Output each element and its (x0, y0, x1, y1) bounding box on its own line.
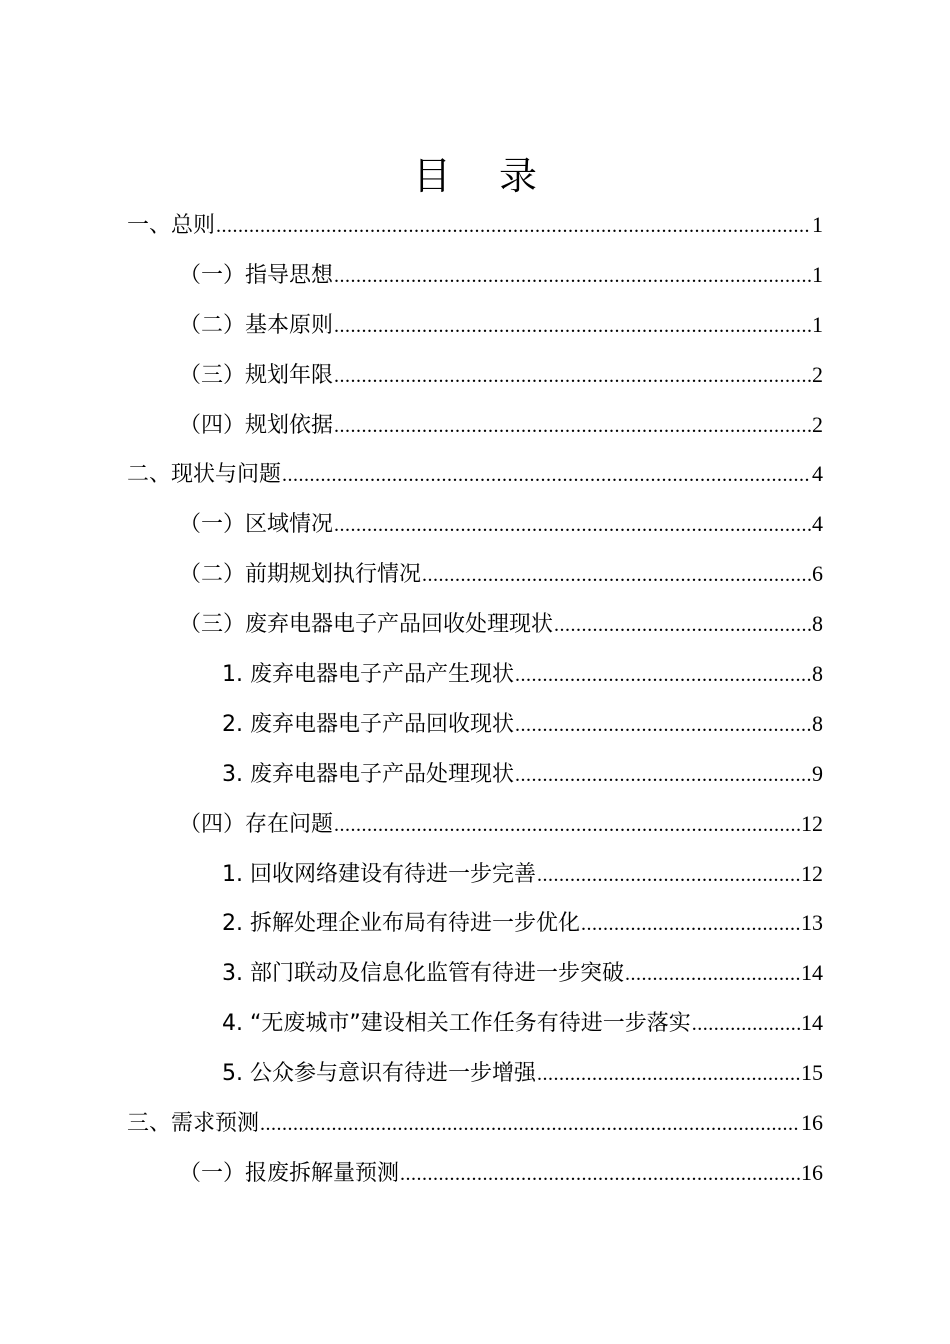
toc-page-number: 1 (812, 212, 823, 237)
toc-entry[interactable] (127, 549, 823, 599)
toc-entry[interactable] (127, 1148, 823, 1198)
toc-entry-label: （一）报废拆解量预测 (179, 1160, 400, 1186)
toc-dot-leader (282, 451, 811, 501)
toc-page-number: 2 (812, 361, 823, 387)
toc-page-number: 12 (801, 860, 823, 886)
toc-entry-label: （三）规划年限 (179, 362, 334, 388)
toc-page-number: 12 (801, 810, 823, 836)
toc-entry-label: （一）区域情况 (179, 512, 334, 538)
toc-entry[interactable] (127, 649, 823, 699)
toc-entry[interactable] (127, 350, 823, 400)
toc-page-number: 4 (812, 511, 823, 537)
toc-entry[interactable] (127, 499, 823, 549)
toc-page-number: 8 (812, 661, 823, 687)
toc-dot-leader (515, 701, 811, 751)
toc-dot-leader (334, 252, 811, 302)
toc-page-number: 13 (801, 910, 823, 936)
toc-dot-leader (554, 601, 811, 651)
toc-page-number: 16 (801, 1110, 823, 1136)
toc-dot-leader (581, 900, 800, 950)
toc-entry[interactable] (127, 749, 823, 799)
toc-entry-label: （四）存在问题 (179, 811, 334, 837)
toc-entry[interactable] (127, 849, 823, 899)
toc-entry-label: 2. 拆解处理企业布局有待进一步优化 (222, 911, 580, 937)
toc-entry-label: （二）基本原则 (179, 312, 334, 338)
toc-page-number: 1 (812, 261, 823, 287)
toc-entry-label: 3. 废弃电器电子产品处理现状 (222, 761, 514, 787)
toc-dot-leader (334, 402, 811, 452)
toc-page-number: 9 (812, 760, 823, 786)
toc-entry-label: （一）指导思想 (179, 262, 334, 288)
toc-entry[interactable] (127, 1048, 823, 1098)
toc-dot-leader (334, 501, 811, 551)
toc-entry-label: （四）规划依据 (179, 412, 334, 438)
toc-entry[interactable] (127, 400, 823, 450)
toc-entry-label: （三）废弃电器电子产品回收处理现状 (179, 612, 554, 638)
toc-page-number: 8 (812, 710, 823, 736)
toc-page-number: 14 (801, 960, 823, 986)
toc-entry-label: 3. 部门联动及信息化监管有待进一步突破 (222, 961, 624, 987)
toc-dot-leader (400, 1150, 800, 1200)
toc-dot-leader (692, 1000, 800, 1050)
toc-entry-label: 5. 公众参与意识有待进一步增强 (222, 1061, 536, 1087)
toc-entry[interactable] (127, 449, 823, 499)
toc-dot-leader (537, 1050, 800, 1100)
toc-entry-label: 1. 回收网络建设有待进一步完善 (222, 861, 536, 887)
toc-page-number: 6 (812, 561, 823, 587)
toc-entry-label: 2. 废弃电器电子产品回收现状 (222, 711, 514, 737)
toc-dot-leader (334, 302, 811, 352)
toc-dot-leader (216, 202, 811, 252)
toc-dot-leader (334, 801, 800, 851)
toc-entry[interactable] (127, 898, 823, 948)
toc-entry[interactable] (127, 1098, 823, 1148)
toc-entry[interactable] (127, 200, 823, 250)
toc-page-number: 8 (812, 611, 823, 637)
toc-dot-leader (537, 851, 800, 901)
toc-page-number: 2 (812, 411, 823, 437)
toc-dot-leader (515, 751, 811, 801)
toc-page-number: 16 (801, 1159, 823, 1185)
toc-page-number: 1 (812, 311, 823, 337)
toc-entry-label: 二、现状与问题 (127, 462, 282, 488)
toc-entry[interactable] (127, 599, 823, 649)
toc-entry-label: 4. “无废城市”建设相关工作任务有待进一步落实 (222, 1011, 691, 1037)
toc-page-number: 14 (801, 1010, 823, 1036)
toc-entry[interactable] (127, 250, 823, 300)
toc-entry-label: 1. 废弃电器电子产品产生现状 (222, 662, 514, 688)
toc-dot-leader (260, 1100, 800, 1150)
toc-entry-label: （二）前期规划执行情况 (179, 562, 422, 588)
toc-dot-leader (515, 651, 811, 701)
toc-entry-label: 三、需求预测 (127, 1111, 260, 1137)
toc-dot-leader (422, 551, 811, 601)
toc-entry[interactable] (127, 948, 823, 998)
toc-entry[interactable] (127, 699, 823, 749)
table-of-contents (127, 200, 823, 1198)
toc-page-number: 4 (812, 461, 823, 487)
toc-dot-leader (625, 950, 800, 1000)
toc-entry[interactable] (127, 799, 823, 849)
toc-entry-label: 一、总则 (127, 213, 216, 238)
toc-dot-leader (334, 352, 811, 402)
toc-page-number: 15 (801, 1060, 823, 1086)
toc-title: 目 录 (412, 154, 556, 198)
toc-entry[interactable] (127, 998, 823, 1048)
toc-entry[interactable] (127, 300, 823, 350)
